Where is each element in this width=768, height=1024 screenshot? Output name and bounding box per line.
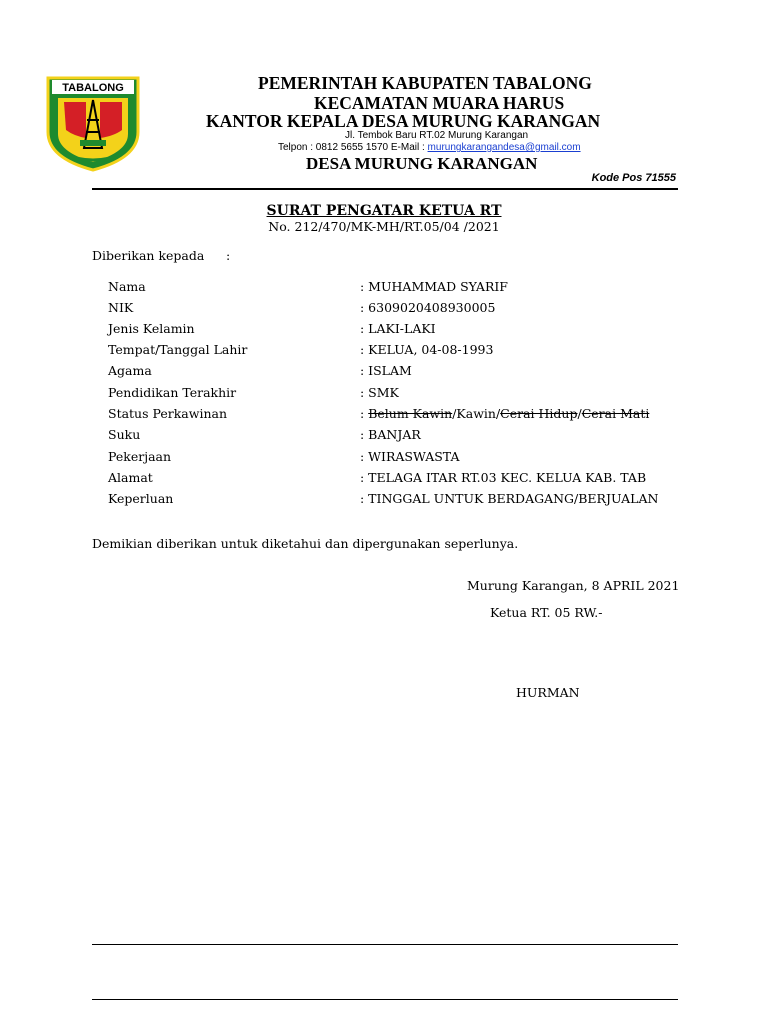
email-link[interactable]: murungkarangandesa@gmail.com [427,142,581,153]
field-label: Alamat [108,470,153,485]
contact-prefix: Telpon : 0812 5655 1570 E-Mail : [278,142,428,153]
field-label: Nama [108,279,146,294]
letter-number: No. 212/470/MK-MH/RT.05/04 /2021 [268,219,500,234]
letterhead-address: Jl. Tembok Baru RT.02 Murung Karangan [345,130,529,141]
field-label: Pekerjaan [108,449,172,464]
field-value: : TELAGA ITAR RT.03 KEC. KELUA KAB. TAB [360,470,647,485]
signer-title: Ketua RT. 05 RW.- [490,605,603,620]
field-row-ttl [108,342,688,360]
field-label: Suku [108,427,141,442]
field-row-nama [108,279,688,297]
field-row-nik [108,300,688,318]
given-to-colon: : [226,248,231,263]
letterhead-line2: KECAMATAN MUARA HARUS [314,93,565,113]
marital-option-cerai-hidup: Cerai Hidup [500,406,578,421]
field-value: : BANJAR [360,427,421,442]
postal-code: Kode Pos 71555 [591,172,676,184]
tabalong-logo [44,74,142,172]
letterhead-contact [278,142,581,153]
marital-sep: / [495,406,501,421]
field-value: : ISLAM [360,363,412,378]
footer-line [92,999,678,1000]
marital-option-kawin: Kawin [456,406,496,421]
field-label: NIK [108,300,134,315]
field-label: Status Perkawinan [108,406,228,421]
letterhead-line1: PEMERINTAH KABUPATEN TABALONG [258,73,592,93]
field-value: : TINGGAL UNTUK BERDAGANG/BERJUALAN [360,491,659,506]
letter-title: SURAT PENGATAR KETUA RT [266,203,502,219]
marital-option-belum-kawin: Belum Kawin [368,406,453,421]
field-label: Pendidikan Terakhir [108,385,237,400]
field-row-pendidikan [108,385,688,403]
field-row-suku [108,427,688,445]
header-divider [92,188,678,190]
field-label: Agama [108,363,152,378]
marital-status-value [360,406,649,421]
field-label: Keperluan [108,491,174,506]
logo-text: TABALONG [62,82,124,94]
letterhead-line3: KANTOR KEPALA DESA MURUNG KARANGAN [206,111,601,131]
signer-name: HURMAN [516,685,580,700]
field-row-jenis-kelamin [108,321,688,339]
field-row-pekerjaan [108,449,688,467]
field-value: : SMK [360,385,399,400]
given-to-label: Diberikan kepada [92,248,205,263]
marital-option-cerai-mati: Cerai Mati [581,406,650,421]
closing-sentence: Demikian diberikan untuk diketahui dan dipergunakan seperlunya. [92,536,519,551]
village-name: DESA MURUNG KARANGAN [306,154,538,173]
field-label: Jenis Kelamin [108,321,195,336]
field-value: : WIRASWASTA [360,449,460,464]
field-value: : KELUA, 04-08-1993 [360,342,494,357]
field-row-status-perkawinan [108,406,688,424]
field-value: : 6309020408930005 [360,300,496,315]
field-value: : LAKI-LAKI [360,321,436,336]
marital-colon: : [360,406,369,421]
field-value: : MUHAMMAD SYARIF [360,279,508,294]
footer-line [92,944,678,945]
field-row-alamat [108,470,688,488]
field-row-agama [108,363,688,381]
field-row-keperluan [108,491,688,509]
marital-sep: / [577,406,582,421]
place-date: Murung Karangan, 8 APRIL 2021 [467,578,680,593]
field-label: Tempat/Tanggal Lahir [108,342,248,357]
marital-sep: / [452,406,457,421]
